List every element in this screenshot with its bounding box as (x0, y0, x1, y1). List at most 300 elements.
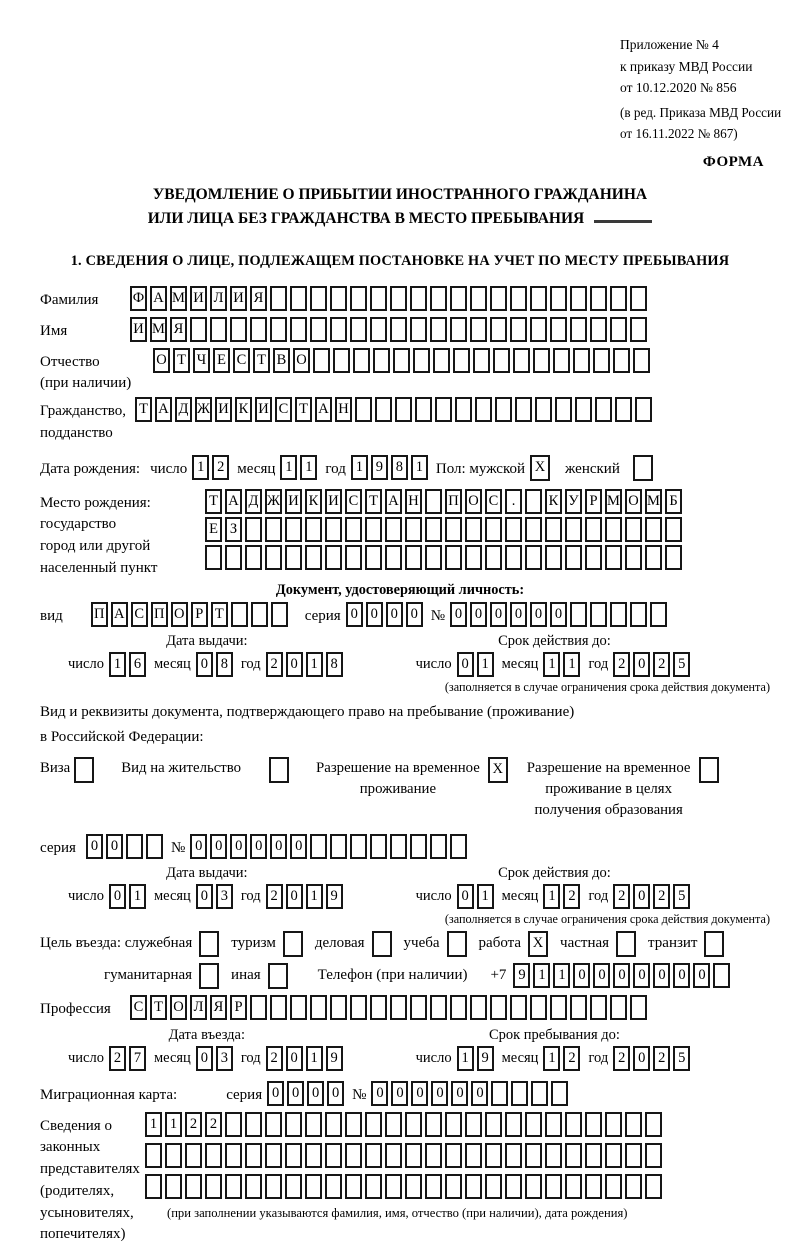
char-cell[interactable]: 0 (653, 963, 670, 988)
char-cell[interactable]: К (545, 489, 562, 514)
char-cell[interactable] (265, 517, 282, 542)
char-cell[interactable]: 0 (391, 1081, 408, 1106)
char-cell[interactable] (425, 1143, 442, 1168)
char-cell[interactable] (475, 397, 492, 422)
char-cell[interactable] (385, 1143, 402, 1168)
char-cell[interactable] (165, 1174, 182, 1199)
char-cell[interactable] (525, 1143, 542, 1168)
checkbox-cell[interactable] (268, 963, 288, 989)
char-cell[interactable]: М (605, 489, 622, 514)
char-cell[interactable]: 0 (286, 652, 303, 677)
char-cell[interactable]: 1 (306, 652, 323, 677)
char-cell[interactable] (610, 286, 627, 311)
char-cell[interactable]: 0 (386, 602, 403, 627)
checkbox-cell[interactable] (269, 757, 289, 783)
char-cell[interactable] (650, 602, 667, 627)
char-cell[interactable]: Л (210, 286, 227, 311)
char-cell[interactable] (625, 1174, 642, 1199)
char-cell[interactable] (590, 317, 607, 342)
char-cell[interactable] (365, 517, 382, 542)
char-cell[interactable] (415, 397, 432, 422)
char-cell[interactable] (565, 1112, 582, 1137)
char-cell[interactable] (545, 1174, 562, 1199)
char-cell[interactable] (485, 517, 502, 542)
char-cell[interactable]: 1 (533, 963, 550, 988)
char-cell[interactable]: О (171, 602, 188, 627)
char-cell[interactable] (190, 317, 207, 342)
char-cell[interactable] (350, 317, 367, 342)
char-cell[interactable]: 1 (129, 884, 146, 909)
char-cell[interactable] (530, 317, 547, 342)
char-cell[interactable] (570, 995, 587, 1020)
char-cell[interactable] (615, 397, 632, 422)
char-cell[interactable]: 0 (196, 1046, 213, 1071)
char-cell[interactable]: С (131, 602, 148, 627)
char-cell[interactable] (465, 545, 482, 570)
char-cell[interactable] (605, 517, 622, 542)
char-cell[interactable]: 0 (250, 834, 267, 859)
char-cell[interactable] (365, 545, 382, 570)
char-cell[interactable]: 1 (411, 455, 428, 480)
char-cell[interactable]: 1 (145, 1112, 162, 1137)
char-cell[interactable]: 2 (563, 1046, 580, 1071)
char-cell[interactable] (245, 1174, 262, 1199)
char-cell[interactable] (325, 545, 342, 570)
char-cell[interactable]: А (315, 397, 332, 422)
char-cell[interactable] (613, 348, 630, 373)
char-cell[interactable] (345, 1112, 362, 1137)
char-cell[interactable]: 8 (326, 652, 343, 677)
char-cell[interactable]: 1 (280, 455, 297, 480)
char-cell[interactable]: 0 (406, 602, 423, 627)
char-cell[interactable]: И (255, 397, 272, 422)
char-cell[interactable]: Ж (265, 489, 282, 514)
char-cell[interactable]: 1 (553, 963, 570, 988)
char-cell[interactable] (425, 545, 442, 570)
char-cell[interactable] (370, 317, 387, 342)
checkbox-cell[interactable]: X (530, 455, 550, 481)
char-cell[interactable] (525, 1174, 542, 1199)
char-cell[interactable]: 0 (230, 834, 247, 859)
char-cell[interactable] (585, 1174, 602, 1199)
char-cell[interactable] (453, 348, 470, 373)
char-cell[interactable] (585, 545, 602, 570)
char-cell[interactable] (385, 517, 402, 542)
char-cell[interactable]: 9 (513, 963, 530, 988)
char-cell[interactable]: 0 (346, 602, 363, 627)
char-cell[interactable] (505, 517, 522, 542)
char-cell[interactable] (225, 1143, 242, 1168)
char-cell[interactable]: 1 (477, 652, 494, 677)
char-cell[interactable] (390, 995, 407, 1020)
char-cell[interactable] (345, 1143, 362, 1168)
checkbox-cell[interactable] (199, 963, 219, 989)
char-cell[interactable] (610, 995, 627, 1020)
char-cell[interactable]: 9 (371, 455, 388, 480)
char-cell[interactable]: 0 (210, 834, 227, 859)
char-cell[interactable] (550, 317, 567, 342)
char-cell[interactable] (493, 348, 510, 373)
char-cell[interactable] (630, 995, 647, 1020)
char-cell[interactable]: 0 (366, 602, 383, 627)
char-cell[interactable]: 1 (109, 652, 126, 677)
char-cell[interactable] (385, 1112, 402, 1137)
char-cell[interactable] (530, 286, 547, 311)
char-cell[interactable] (325, 1112, 342, 1137)
char-cell[interactable] (570, 317, 587, 342)
char-cell[interactable] (513, 348, 530, 373)
char-cell[interactable]: Т (135, 397, 152, 422)
char-cell[interactable] (330, 286, 347, 311)
char-cell[interactable]: 1 (543, 884, 560, 909)
checkbox-cell[interactable] (199, 931, 219, 957)
char-cell[interactable]: Р (230, 995, 247, 1020)
char-cell[interactable] (390, 286, 407, 311)
char-cell[interactable] (230, 317, 247, 342)
char-cell[interactable] (265, 1112, 282, 1137)
char-cell[interactable]: А (385, 489, 402, 514)
char-cell[interactable]: М (645, 489, 662, 514)
char-cell[interactable] (373, 348, 390, 373)
char-cell[interactable] (251, 602, 268, 627)
char-cell[interactable]: 1 (457, 1046, 474, 1071)
char-cell[interactable] (430, 995, 447, 1020)
char-cell[interactable] (330, 317, 347, 342)
char-cell[interactable] (533, 348, 550, 373)
char-cell[interactable] (145, 1174, 162, 1199)
char-cell[interactable]: 9 (477, 1046, 494, 1071)
char-cell[interactable] (145, 1143, 162, 1168)
char-cell[interactable]: 0 (270, 834, 287, 859)
char-cell[interactable]: Т (150, 995, 167, 1020)
char-cell[interactable]: М (170, 286, 187, 311)
char-cell[interactable] (525, 545, 542, 570)
char-cell[interactable] (370, 286, 387, 311)
char-cell[interactable]: 6 (129, 652, 146, 677)
char-cell[interactable] (330, 834, 347, 859)
char-cell[interactable] (610, 317, 627, 342)
char-cell[interactable] (430, 317, 447, 342)
char-cell[interactable] (570, 602, 587, 627)
char-cell[interactable]: 0 (470, 602, 487, 627)
char-cell[interactable] (285, 1143, 302, 1168)
char-cell[interactable]: Д (175, 397, 192, 422)
char-cell[interactable] (590, 995, 607, 1020)
char-cell[interactable]: Ф (130, 286, 147, 311)
char-cell[interactable] (445, 517, 462, 542)
char-cell[interactable] (470, 317, 487, 342)
char-cell[interactable] (625, 1112, 642, 1137)
char-cell[interactable] (270, 995, 287, 1020)
char-cell[interactable] (265, 1143, 282, 1168)
char-cell[interactable]: 2 (613, 884, 630, 909)
char-cell[interactable]: 0 (633, 652, 650, 677)
char-cell[interactable] (410, 286, 427, 311)
char-cell[interactable]: 1 (300, 455, 317, 480)
char-cell[interactable]: О (153, 348, 170, 373)
char-cell[interactable]: 0 (573, 963, 590, 988)
char-cell[interactable]: С (485, 489, 502, 514)
char-cell[interactable] (425, 1174, 442, 1199)
char-cell[interactable]: 0 (196, 884, 213, 909)
char-cell[interactable]: 0 (411, 1081, 428, 1106)
char-cell[interactable]: 1 (165, 1112, 182, 1137)
char-cell[interactable]: Ж (195, 397, 212, 422)
char-cell[interactable] (330, 995, 347, 1020)
char-cell[interactable] (435, 397, 452, 422)
char-cell[interactable] (430, 286, 447, 311)
char-cell[interactable] (550, 286, 567, 311)
char-cell[interactable] (645, 1143, 662, 1168)
char-cell[interactable] (165, 1143, 182, 1168)
char-cell[interactable]: 1 (192, 455, 209, 480)
char-cell[interactable]: Т (365, 489, 382, 514)
char-cell[interactable] (370, 995, 387, 1020)
char-cell[interactable]: 2 (653, 1046, 670, 1071)
char-cell[interactable]: И (130, 317, 147, 342)
char-cell[interactable] (245, 517, 262, 542)
char-cell[interactable] (365, 1112, 382, 1137)
char-cell[interactable] (630, 286, 647, 311)
char-cell[interactable] (485, 1174, 502, 1199)
char-cell[interactable]: О (170, 995, 187, 1020)
char-cell[interactable] (345, 545, 362, 570)
char-cell[interactable] (585, 1143, 602, 1168)
checkbox-cell[interactable] (633, 455, 653, 481)
char-cell[interactable]: 9 (326, 884, 343, 909)
checkbox-cell[interactable] (447, 931, 467, 957)
char-cell[interactable] (470, 995, 487, 1020)
char-cell[interactable]: 2 (266, 884, 283, 909)
char-cell[interactable] (490, 286, 507, 311)
char-cell[interactable] (445, 545, 462, 570)
char-cell[interactable] (645, 1174, 662, 1199)
char-cell[interactable] (353, 348, 370, 373)
char-cell[interactable]: 2 (109, 1046, 126, 1071)
char-cell[interactable] (665, 545, 682, 570)
char-cell[interactable] (490, 317, 507, 342)
char-cell[interactable]: 2 (563, 884, 580, 909)
char-cell[interactable]: 0 (490, 602, 507, 627)
checkbox-cell[interactable] (74, 757, 94, 783)
char-cell[interactable]: 0 (106, 834, 123, 859)
char-cell[interactable]: 0 (196, 652, 213, 677)
char-cell[interactable]: 0 (287, 1081, 304, 1106)
char-cell[interactable] (126, 834, 143, 859)
char-cell[interactable] (505, 1143, 522, 1168)
char-cell[interactable] (630, 602, 647, 627)
char-cell[interactable] (505, 1112, 522, 1137)
char-cell[interactable] (405, 1174, 422, 1199)
char-cell[interactable] (605, 1112, 622, 1137)
char-cell[interactable]: П (151, 602, 168, 627)
char-cell[interactable] (231, 602, 248, 627)
char-cell[interactable]: А (111, 602, 128, 627)
char-cell[interactable]: 0 (457, 652, 474, 677)
char-cell[interactable] (510, 995, 527, 1020)
char-cell[interactable] (531, 1081, 548, 1106)
checkbox-cell[interactable] (372, 931, 392, 957)
char-cell[interactable] (511, 1081, 528, 1106)
char-cell[interactable]: Р (191, 602, 208, 627)
char-cell[interactable] (585, 1112, 602, 1137)
char-cell[interactable] (445, 1143, 462, 1168)
char-cell[interactable] (555, 397, 572, 422)
char-cell[interactable] (305, 1174, 322, 1199)
char-cell[interactable]: 2 (212, 455, 229, 480)
char-cell[interactable] (535, 397, 552, 422)
char-cell[interactable]: Л (190, 995, 207, 1020)
char-cell[interactable]: 0 (633, 963, 650, 988)
char-cell[interactable]: 0 (530, 602, 547, 627)
char-cell[interactable]: С (345, 489, 362, 514)
char-cell[interactable]: 0 (633, 1046, 650, 1071)
char-cell[interactable] (413, 348, 430, 373)
char-cell[interactable] (305, 545, 322, 570)
char-cell[interactable] (365, 1174, 382, 1199)
char-cell[interactable]: 3 (216, 884, 233, 909)
char-cell[interactable] (265, 1174, 282, 1199)
char-cell[interactable] (455, 397, 472, 422)
char-cell[interactable] (385, 1174, 402, 1199)
char-cell[interactable]: 0 (290, 834, 307, 859)
char-cell[interactable] (645, 1112, 662, 1137)
char-cell[interactable] (345, 517, 362, 542)
char-cell[interactable] (445, 1174, 462, 1199)
char-cell[interactable]: 1 (306, 884, 323, 909)
char-cell[interactable] (510, 286, 527, 311)
char-cell[interactable]: К (235, 397, 252, 422)
char-cell[interactable] (505, 545, 522, 570)
char-cell[interactable] (713, 963, 730, 988)
char-cell[interactable] (625, 517, 642, 542)
char-cell[interactable]: 0 (286, 884, 303, 909)
char-cell[interactable] (450, 995, 467, 1020)
char-cell[interactable]: И (230, 286, 247, 311)
char-cell[interactable] (290, 286, 307, 311)
char-cell[interactable] (485, 545, 502, 570)
char-cell[interactable] (525, 517, 542, 542)
char-cell[interactable]: О (625, 489, 642, 514)
char-cell[interactable] (390, 317, 407, 342)
char-cell[interactable] (575, 397, 592, 422)
char-cell[interactable] (465, 1112, 482, 1137)
char-cell[interactable] (350, 995, 367, 1020)
char-cell[interactable] (510, 317, 527, 342)
char-cell[interactable] (425, 517, 442, 542)
char-cell[interactable]: У (565, 489, 582, 514)
char-cell[interactable] (350, 834, 367, 859)
char-cell[interactable]: 0 (451, 1081, 468, 1106)
char-cell[interactable]: В (273, 348, 290, 373)
char-cell[interactable] (450, 834, 467, 859)
char-cell[interactable] (310, 286, 327, 311)
char-cell[interactable]: Т (211, 602, 228, 627)
char-cell[interactable]: 0 (286, 1046, 303, 1071)
char-cell[interactable]: 1 (563, 652, 580, 677)
char-cell[interactable]: 0 (371, 1081, 388, 1106)
char-cell[interactable]: А (225, 489, 242, 514)
char-cell[interactable]: 0 (86, 834, 103, 859)
char-cell[interactable]: И (285, 489, 302, 514)
char-cell[interactable] (205, 1174, 222, 1199)
char-cell[interactable] (325, 1143, 342, 1168)
char-cell[interactable]: 2 (185, 1112, 202, 1137)
char-cell[interactable] (210, 317, 227, 342)
char-cell[interactable] (545, 1112, 562, 1137)
char-cell[interactable] (565, 517, 582, 542)
char-cell[interactable] (270, 317, 287, 342)
char-cell[interactable] (515, 397, 532, 422)
char-cell[interactable] (385, 545, 402, 570)
char-cell[interactable]: 5 (673, 652, 690, 677)
char-cell[interactable]: П (91, 602, 108, 627)
char-cell[interactable]: 3 (216, 1046, 233, 1071)
char-cell[interactable]: 1 (306, 1046, 323, 1071)
char-cell[interactable] (625, 545, 642, 570)
char-cell[interactable]: А (155, 397, 172, 422)
char-cell[interactable] (570, 286, 587, 311)
char-cell[interactable] (305, 1112, 322, 1137)
char-cell[interactable] (405, 517, 422, 542)
char-cell[interactable]: Т (173, 348, 190, 373)
char-cell[interactable] (635, 397, 652, 422)
char-cell[interactable] (625, 1143, 642, 1168)
char-cell[interactable]: 0 (431, 1081, 448, 1106)
char-cell[interactable]: С (130, 995, 147, 1020)
char-cell[interactable] (530, 995, 547, 1020)
char-cell[interactable]: С (233, 348, 250, 373)
char-cell[interactable] (313, 348, 330, 373)
char-cell[interactable]: 0 (673, 963, 690, 988)
checkbox-cell[interactable] (704, 931, 724, 957)
char-cell[interactable] (405, 545, 422, 570)
char-cell[interactable] (630, 317, 647, 342)
char-cell[interactable]: 0 (593, 963, 610, 988)
char-cell[interactable] (245, 1143, 262, 1168)
char-cell[interactable] (633, 348, 650, 373)
char-cell[interactable] (285, 545, 302, 570)
char-cell[interactable] (285, 517, 302, 542)
char-cell[interactable]: 0 (109, 884, 126, 909)
char-cell[interactable]: 0 (190, 834, 207, 859)
char-cell[interactable] (325, 1174, 342, 1199)
char-cell[interactable] (665, 517, 682, 542)
char-cell[interactable] (551, 1081, 568, 1106)
char-cell[interactable] (565, 1143, 582, 1168)
char-cell[interactable] (310, 995, 327, 1020)
char-cell[interactable]: 1 (351, 455, 368, 480)
char-cell[interactable]: И (215, 397, 232, 422)
char-cell[interactable] (450, 317, 467, 342)
char-cell[interactable] (525, 489, 542, 514)
char-cell[interactable] (225, 1174, 242, 1199)
char-cell[interactable]: А (150, 286, 167, 311)
char-cell[interactable] (410, 995, 427, 1020)
char-cell[interactable]: Д (245, 489, 262, 514)
char-cell[interactable]: Е (205, 517, 222, 542)
char-cell[interactable]: 0 (510, 602, 527, 627)
char-cell[interactable]: Т (295, 397, 312, 422)
char-cell[interactable]: Н (335, 397, 352, 422)
char-cell[interactable] (365, 1143, 382, 1168)
char-cell[interactable]: Р (585, 489, 602, 514)
char-cell[interactable] (270, 286, 287, 311)
char-cell[interactable] (610, 602, 627, 627)
char-cell[interactable] (565, 1174, 582, 1199)
char-cell[interactable] (410, 834, 427, 859)
char-cell[interactable] (593, 348, 610, 373)
